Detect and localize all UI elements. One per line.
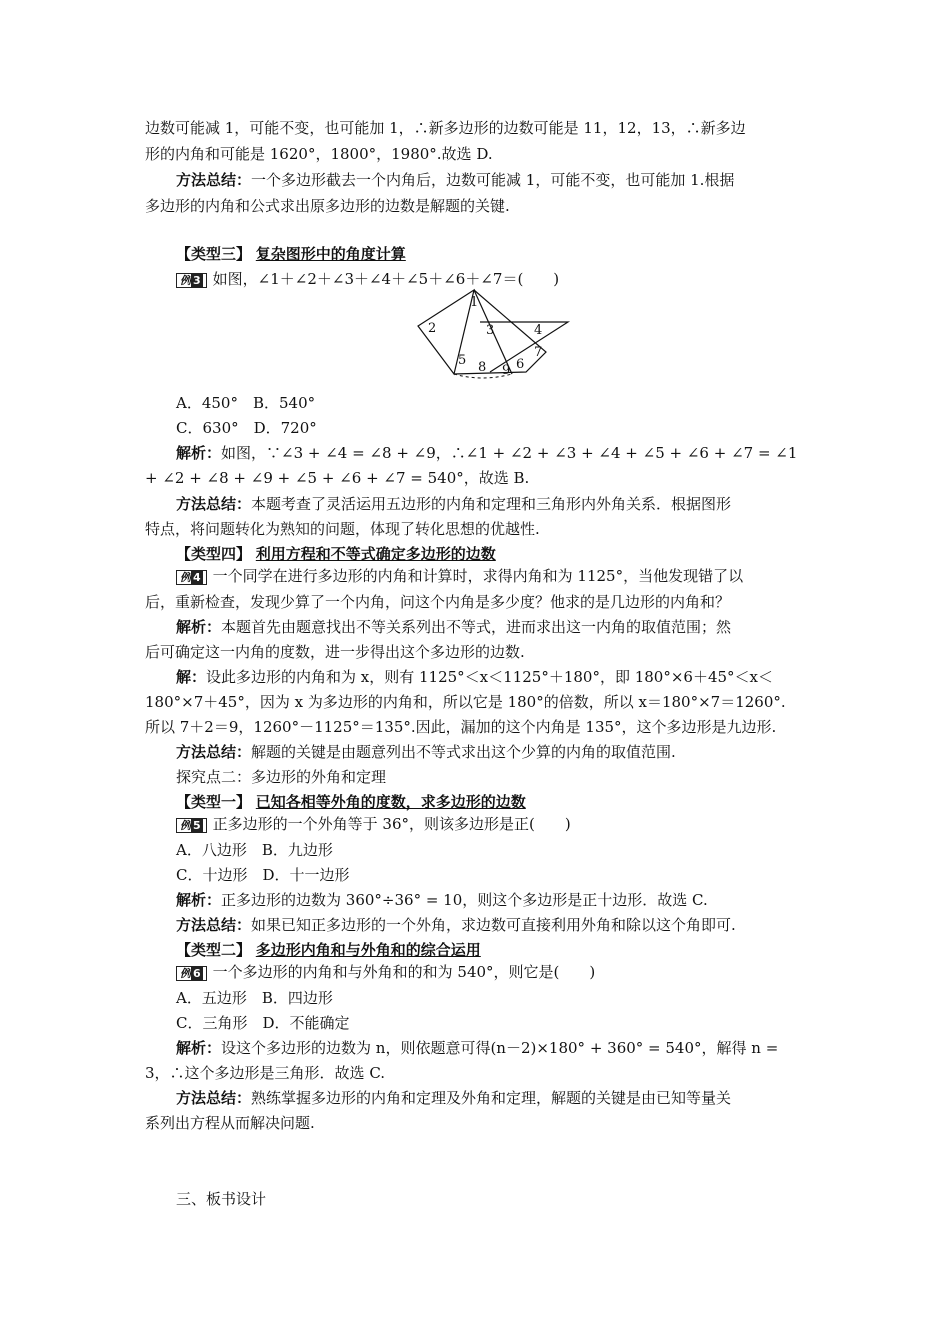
angle-label-7: 7 [534, 345, 543, 360]
example-line [176, 814, 571, 834]
text-line: 系列出方程从而解决问题. [145, 1114, 315, 1132]
type-title: 复杂图形中的角度计算 [255, 245, 406, 263]
analysis-label: 解析： [176, 444, 222, 462]
type-label: 【类型三】 [176, 245, 252, 263]
angle-label-1: 1 [470, 295, 479, 310]
text-line [176, 494, 731, 514]
analysis-label: 解析： [176, 891, 222, 909]
analysis-label: 解析： [176, 1039, 222, 1057]
method-summary-label: 方法总结： [176, 916, 252, 934]
section-heading [176, 544, 496, 564]
answer-options: A．五边形 B．四边形 [176, 989, 333, 1007]
text-line [176, 443, 797, 463]
method-summary-label: 方法总结： [176, 1089, 252, 1107]
section-heading [176, 940, 481, 960]
angle-label-5: 5 [458, 353, 467, 368]
chapter-heading: 三、板书设计 [176, 1190, 267, 1208]
text-content: 本题首先由题意找出不等关系列出不等式，进而求出这一内角的取值范围；然 [221, 618, 732, 636]
text-line: + ∠2 + ∠8 + ∠9 + ∠5 + ∠6 + ∠7 = 540°，故选 B. [145, 469, 530, 487]
section-heading [176, 244, 406, 264]
type-title: 多边形内角和与外角和的综合运用 [255, 941, 481, 959]
text-line: 特点，将问题转化为熟知的问题，体现了转化思想的优越性. [145, 520, 540, 538]
text-line [176, 1038, 778, 1058]
text-content: 如图，∵∠3 + ∠4 = ∠8 + ∠9，∴∠1 + ∠2 + ∠3 + ∠4 + ∠5 + ∠6 + ∠7 = ∠1 [221, 444, 798, 462]
subsection-heading: 探究点二：多边形的外角和定理 [176, 768, 387, 786]
text-content: 设此多边形的内角和为 x，则有 1125°＜x＜1125°＋180°，即 180°×6＋45°＜x＜ [206, 668, 774, 686]
answer-options: C．十边形 D．十一边形 [176, 866, 350, 884]
text-line: 后可确定这一内角的度数，进一步得出这个多边形的边数. [145, 643, 525, 661]
method-summary-label: 方法总结： [176, 743, 252, 761]
method-summary-label: 方法总结： [176, 171, 252, 189]
text-line [176, 1088, 731, 1108]
section-heading [176, 792, 526, 812]
text-line [176, 915, 736, 935]
text-content: 正多边形的一个外角等于 36°，则该多边形是正( ) [212, 815, 571, 833]
angle-label-3: 3 [486, 323, 495, 338]
text-content: 熟练掌握多边形的内角和定理及外角和定理，解题的关键是由已知等量关 [251, 1089, 732, 1107]
text-content: 如图，∠1＋∠2＋∠3＋∠4＋∠5＋∠6＋∠7＝( ) [212, 270, 560, 288]
example-line [176, 269, 559, 289]
text-line [176, 617, 731, 637]
type-label: 【类型二】 [176, 941, 252, 959]
figure-polyline-right [454, 290, 546, 374]
example-line [176, 962, 595, 982]
example-line [176, 566, 743, 586]
text-line: 180°×7＋45°，因为 x 为多边形的内角和，所以它是 180°的倍数，所以 x＝180°×7＝1260°. [145, 693, 786, 711]
text-line [176, 170, 734, 190]
answer-options: C．630° D．720° [176, 419, 317, 437]
angle-label-8: 8 [478, 360, 487, 375]
text-line: 后，重新检查，发现少算了一个内角，问这个内角是多少度？他求的是几边形的内角和？ [145, 593, 731, 611]
angle-label-9: 9 [502, 363, 511, 378]
example-badge: 例 6 [176, 966, 207, 981]
type-label: 【类型一】 [176, 793, 252, 811]
example-badge: 例 3 [176, 273, 207, 288]
angle-label-4: 4 [534, 323, 543, 338]
angle-figure [416, 288, 576, 380]
text-line: 边数可能减 1，可能不变，也可能加 1，∴新多边形的边数可能是 11，12，13，∴新多边 [145, 119, 746, 137]
text-content: 正多边形的边数为 360°÷36° = 10，则这个多边形是正十边形．故选 C. [221, 891, 708, 909]
text-line: 所以 7＋2＝9，1260°－1125°＝135°.因此，漏加的这个内角是 135°，这个多边形是九边形. [145, 718, 777, 736]
answer-options: C．三角形 D．不能确定 [176, 1014, 350, 1032]
method-summary-label: 方法总结： [176, 495, 252, 513]
angle-label-6: 6 [516, 357, 525, 372]
text-content: 如果已知正多边形的一个外角，求边数可直接利用外角和除以这个角即可. [251, 916, 736, 934]
text-content: 一个多边形截去一个内角后，边数可能减 1，可能不变，也可能加 1.根据 [251, 171, 735, 189]
text-line [176, 667, 773, 687]
answer-options: A．450° B．540° [176, 394, 316, 412]
type-title: 已知各相等外角的度数，求多边形的边数 [255, 793, 526, 811]
text-line: 多边形的内角和公式求出原多边形的边数是解题的关键. [145, 197, 510, 215]
type-title: 利用方程和不等式确定多边形的边数 [255, 545, 496, 563]
example-badge: 例 4 [176, 570, 207, 585]
text-line [176, 890, 708, 910]
text-content: 一个多边形的内角和与外角和的和为 540°，则它是( ) [212, 963, 596, 981]
text-content: 设这个多边形的边数为 n，则依题意可得(n－2)×180° + 360° = 540°，解得 n = [221, 1039, 779, 1057]
solution-label: 解： [176, 668, 207, 686]
answer-options: A．八边形 B．九边形 [176, 841, 333, 859]
example-badge: 例 5 [176, 818, 207, 833]
text-line: 形的内角和可能是 1620°，1800°，1980°.故选 D. [145, 145, 493, 163]
text-content: 解题的关键是由题意列出不等式求出这个少算的内角的取值范围. [251, 743, 676, 761]
text-line [176, 742, 676, 762]
text-line: 3，∴这个多边形是三角形．故选 C. [145, 1064, 386, 1082]
analysis-label: 解析： [176, 618, 222, 636]
type-label: 【类型四】 [176, 545, 252, 563]
text-content: 一个同学在进行多边形的内角和计算时，求得内角和为 1125°，当他发现错了以 [212, 567, 744, 585]
angle-label-2: 2 [428, 321, 437, 336]
text-content: 本题考查了灵活运用五边形的内角和定理和三角形内外角关系．根据图形 [251, 495, 732, 513]
